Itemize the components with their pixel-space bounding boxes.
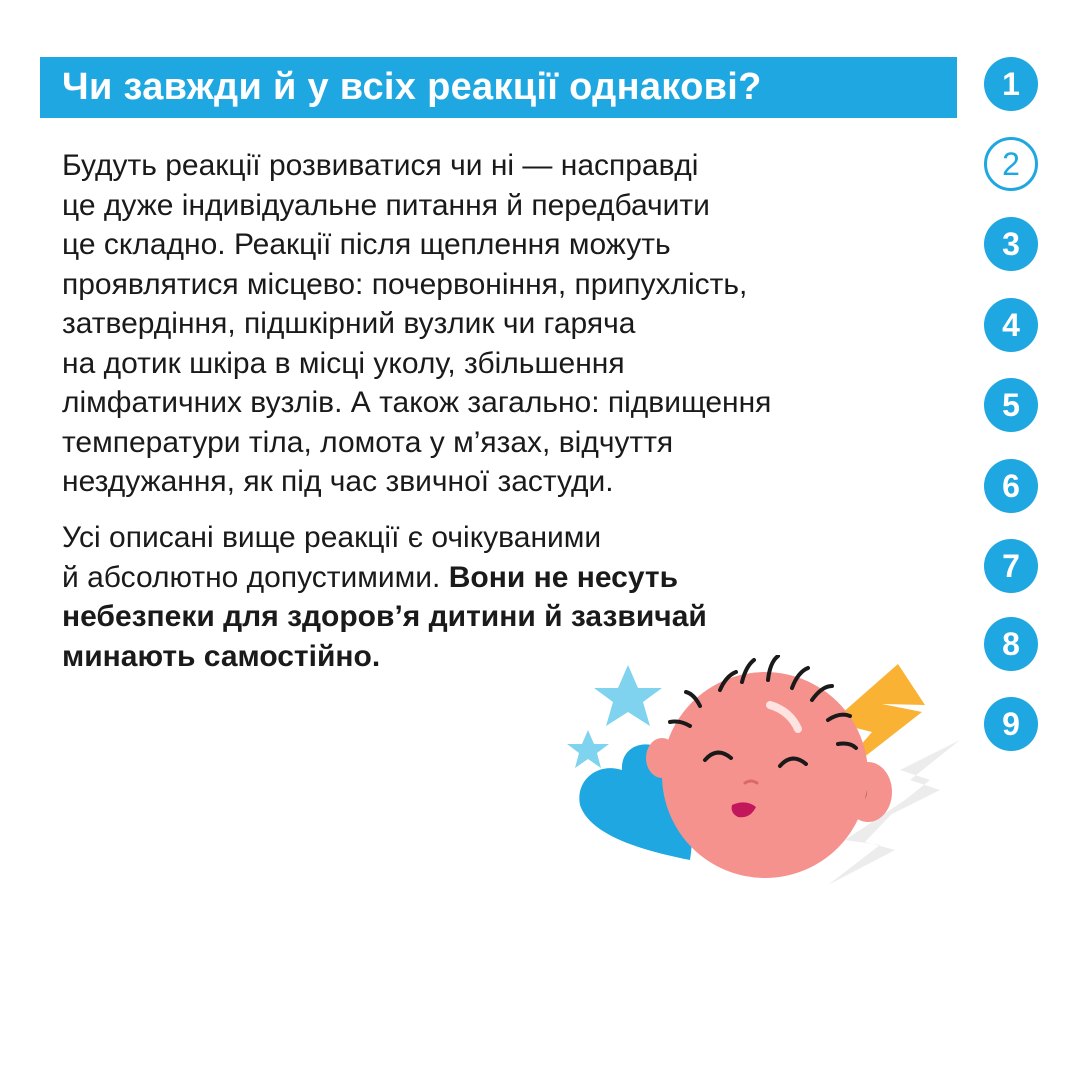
emphasis-line: минають самостійно. — [62, 639, 381, 673]
page-dot-7[interactable]: 7 — [984, 539, 1038, 593]
paragraph-line: нездужання, як під час звичної застуди. — [62, 465, 614, 498]
paragraph-line: проявлятися місцево: почервоніння, припухлість, — [62, 267, 748, 301]
page-dot-6[interactable]: 6 — [984, 459, 1038, 513]
paragraph-line: лімфатичних вузлів. А також загально: підвищення — [62, 386, 772, 419]
page-title: Чи завжди й у всіх реакції однакові? — [62, 66, 762, 108]
paragraph-line: температури тіла, ломота у м’язах, відчуття — [62, 425, 674, 459]
body-paragraph-2 — [62, 518, 962, 676]
paragraph-line: на дотик шкіра в місці уколу, збільшення — [62, 346, 625, 380]
page-dot-9[interactable]: 9 — [984, 697, 1038, 751]
page-dot-8[interactable]: 8 — [984, 617, 1038, 671]
page-dot-2-current[interactable]: 2 — [984, 137, 1038, 191]
emphasis-line: небезпеки для здоров’я дитини й зазвичай — [62, 600, 707, 633]
paragraph-text: й абсолютно допустимими. — [62, 560, 449, 594]
star-icon — [567, 730, 609, 768]
star-icon — [594, 665, 662, 726]
body-paragraph-1 — [62, 146, 962, 502]
emphasis-text: Вони не несуть — [448, 560, 679, 594]
sick-baby-illustration — [560, 655, 980, 900]
paragraph-line: це складно. Реакції після щеплення можуть — [62, 228, 671, 261]
paragraph-line: це дуже індивідуальне питання й передбачити — [62, 188, 710, 222]
title-bar — [40, 57, 957, 118]
page-dot-3[interactable]: 3 — [984, 217, 1038, 271]
paragraph-line: Усі описані вище реакції є очікуваними — [62, 521, 602, 554]
page-dot-5[interactable]: 5 — [984, 378, 1038, 432]
page-dot-4[interactable]: 4 — [984, 298, 1038, 352]
paragraph-line: затвердіння, підшкірний вузлик чи гаряча — [62, 307, 636, 340]
paragraph-line: Будуть реакції розвиватися чи ні — насправді — [62, 149, 699, 182]
paragraph-line — [62, 558, 962, 598]
sick-baby-icon — [662, 672, 868, 878]
page-dot-1[interactable]: 1 — [984, 57, 1038, 111]
